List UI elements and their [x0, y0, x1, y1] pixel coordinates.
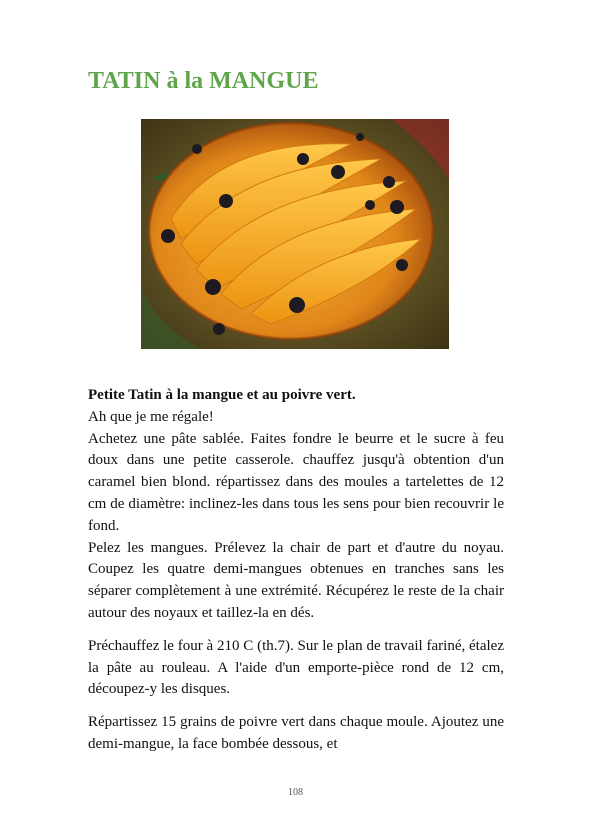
recipe-paragraph-3: Préchauffez le four à 210 C (th.7). Sur le plan de travail fariné, étalez la pâte au rouleau. A l'aide d'un emporte-pièce rond de 12 cm, découpez-y les disques. [88, 637, 504, 698]
photo-illustration [141, 119, 449, 349]
recipe-body [88, 385, 504, 756]
recipe-paragraph-4: Répartissez 15 grains de poivre vert dans chaque moule. Ajoutez une demi-mangue, la face bombée dessous, et [88, 714, 504, 752]
recipe-paragraph-1: Achetez une pâte sablée. Faites fondre le beurre et le sucre à feu doux dans une petite casserole. chauffez jusqu'à obtention d'un caramel bien blond. répartissez dans des moules a tartelettes de 12 cm de diamètre: inclinez-les dans tous les sens pour bien recouvrir le fond. [88, 430, 504, 534]
mango-tatin-photo [141, 119, 449, 349]
page-title: TATIN à la MANGUE [88, 68, 319, 94]
recipe-paragraph-2: Pelez les mangues. Prélevez la chair de part et d'autre du noyau. Coupez les quatre demi-mangues obtenues en tranches sans les séparer complètement à une extrémité. Récupérez le reste de la chair autour des noyaux et taillez-la en dés. [88, 539, 504, 621]
recipe-subtitle: Petite Tatin à la mangue et au poivre vert. [88, 387, 356, 403]
page-number: 108 [288, 787, 303, 798]
recipe-exclamation: Ah que je me régale! [88, 408, 214, 425]
